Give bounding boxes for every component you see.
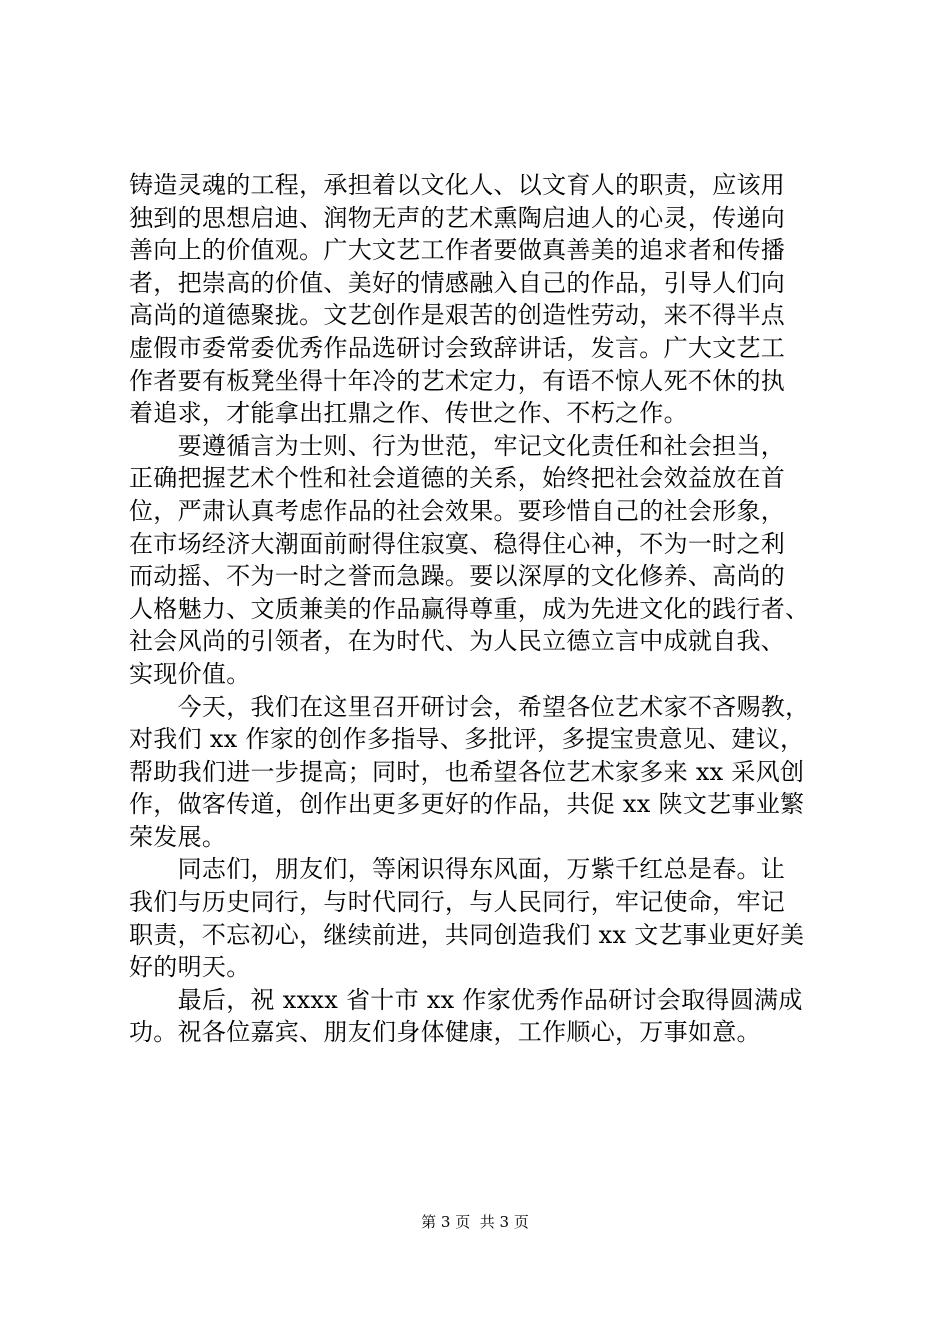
text-line: 荣发展。 (129, 822, 227, 851)
text-line: 人格魅力、文质兼美的作品赢得尊重，成为先进文化的践行者、 (129, 594, 810, 623)
text-line: 职责，不忘初心，继续前进，共同创造我们 xx 文艺事业更好美 (129, 920, 805, 949)
text-line: 着追求，才能拿出扛鼎之作、传世之作、不朽之作。 (129, 399, 688, 428)
text-line: 作者要有板凳坐得十年冷的艺术定力，有语不惊人死不休的执 (129, 366, 786, 395)
text-line: 铸造灵魂的工程，承担着以文化人、以文育人的职责，应该用 (129, 171, 786, 199)
text-line: 功。祝各位嘉宾、朋友们身体健康，工作顺心，万事如意。 (129, 1018, 761, 1047)
document-body (129, 169, 849, 1049)
text-line: 同志们，朋友们，等闲识得东风面，万紫千红总是春。让 (129, 855, 786, 884)
text-line: 对我们 xx 作家的创作多指导、多批评，多提宝贵意见、建议， (129, 725, 805, 754)
page-number-footer: 第 3 页 共 3 页 (421, 1213, 529, 1231)
text-line: 实现价值。 (129, 659, 251, 688)
text-line: 帮助我们进一步提高；同时，也希望各位艺术家多来 xx 采风创 (129, 757, 805, 786)
text-line: 善向上的价值观。广大文艺工作者要做真善美的追求者和传播 (129, 236, 786, 265)
text-line: 位，严肃认真考虑作品的社会效果。要珍惜自己的社会形象， (129, 496, 786, 525)
text-line: 好的明天。 (129, 953, 251, 982)
text-line: 今天，我们在这里召开研讨会，希望各位艺术家不吝赐教， (129, 692, 810, 721)
text-line: 而动摇、不为一时之誉而急躁。要以深厚的文化修养、高尚的 (129, 562, 786, 591)
text-line: 独到的思想启迪、润物无声的艺术熏陶启迪人的心灵，传递向 (129, 203, 786, 232)
text-line: 虚假市委常委优秀作品选研讨会致辞讲话，发言。广大文艺工 (129, 333, 786, 362)
text-line: 在市场经济大潮面前耐得住寂寞、稳得住心神，不为一时之利 (129, 529, 786, 558)
text-line: 我们与历史同行，与时代同行，与人民同行，牢记使命，牢记 (129, 888, 786, 917)
text-line: 要遵循言为士则、行为世范，牢记文化责任和社会担当， (129, 431, 786, 460)
text-line: 作，做客传道，创作出更多更好的作品，共促 xx 陕文艺事业繁 (129, 790, 805, 819)
text-line: 正确把握艺术个性和社会道德的关系，始终把社会效益放在首 (129, 464, 786, 493)
text-line: 者，把崇高的价值、美好的情感融入自己的作品，引导人们向 (129, 268, 786, 297)
text-line: 最后，祝 xxxx 省十市 xx 作家优秀作品研讨会取得圆满成 (129, 985, 803, 1014)
text-line: 社会风尚的引领者，在为时代、为人民立德立言中成就自我、 (129, 627, 786, 656)
text-line: 高尚的道德聚拢。文艺创作是艰苦的创造性劳动，来不得半点 (129, 301, 786, 330)
